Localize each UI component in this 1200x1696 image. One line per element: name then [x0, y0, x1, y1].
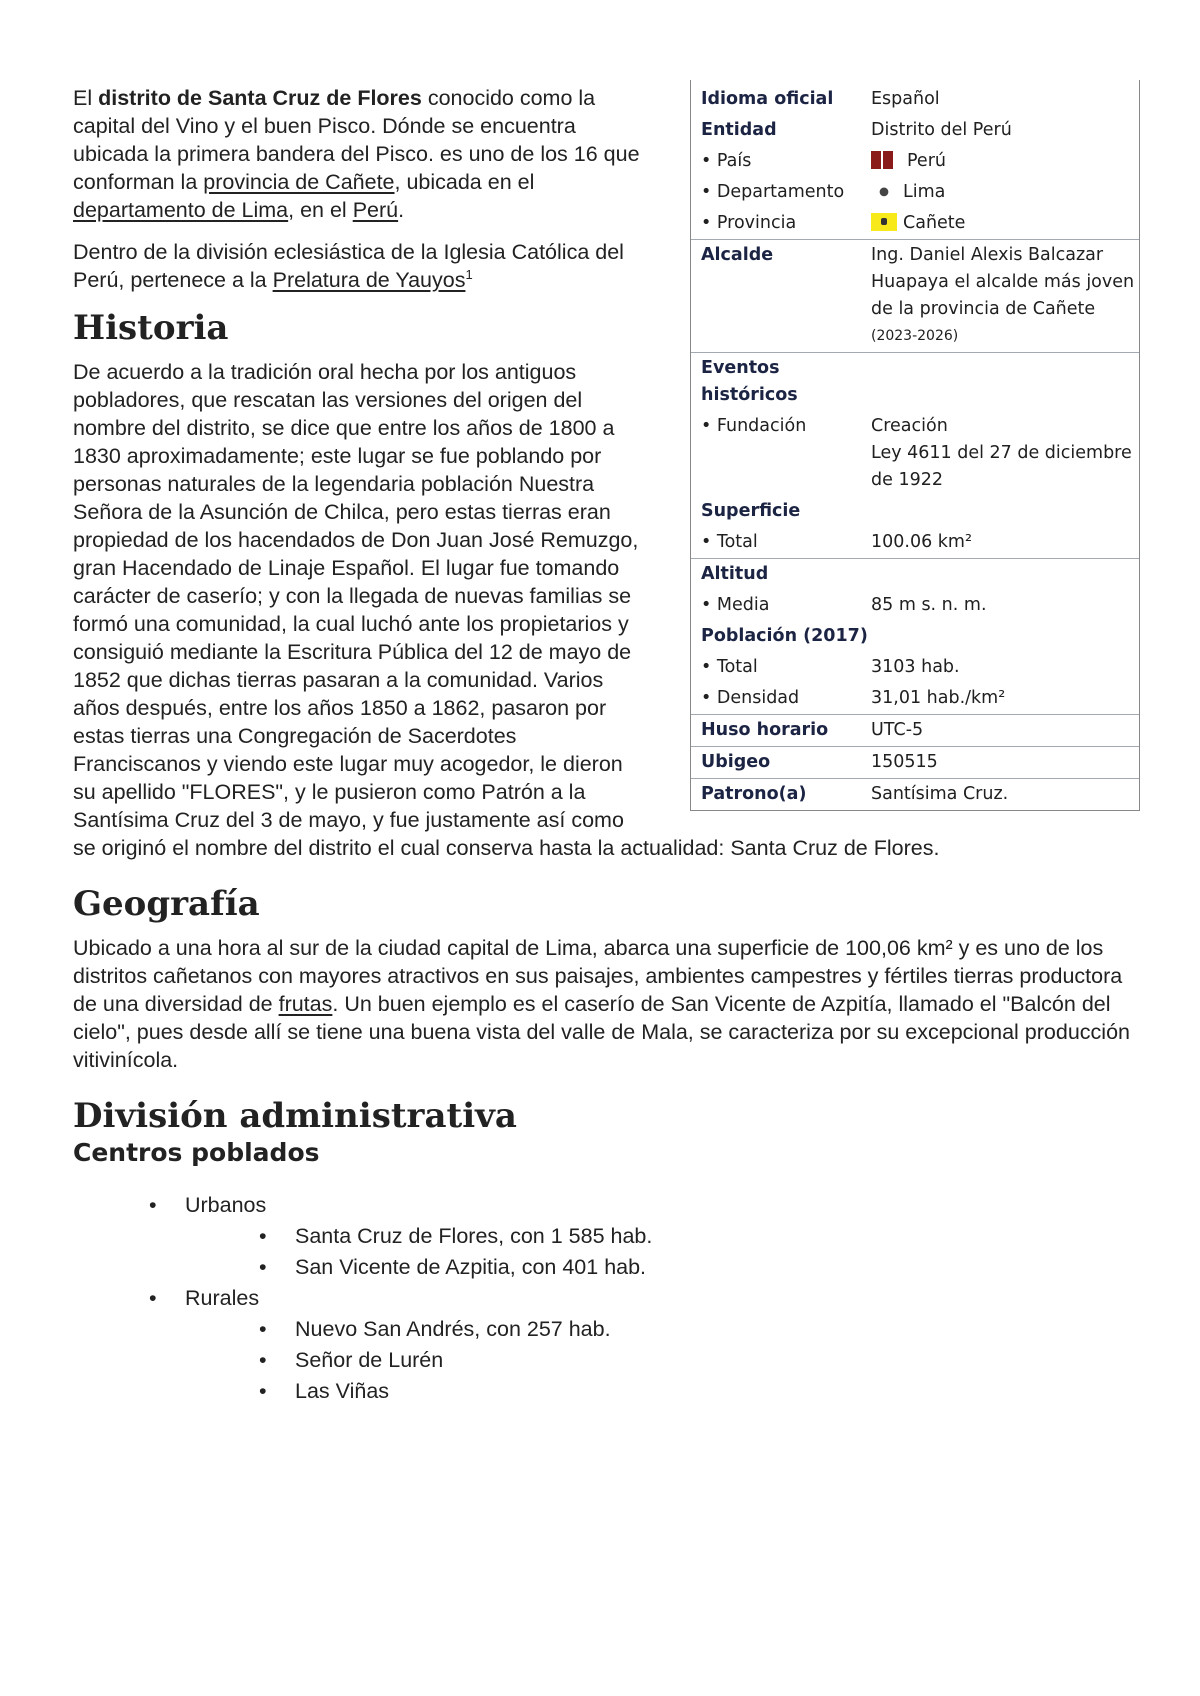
infobox-label: Idioma oficial: [701, 89, 834, 109]
infobox-value: Creación Ley 4611 del 27 de diciembre de 1922: [861, 411, 1139, 496]
infobox-value: UTC-5: [861, 715, 1139, 747]
centros-list: [73, 1190, 1138, 1407]
infobox-label: Superficie: [701, 501, 801, 521]
infobox-label: Huso horario: [691, 715, 861, 747]
infobox-label: • Departamento: [701, 182, 845, 202]
infobox-label: • Media: [701, 595, 770, 615]
departamento-lima-link[interactable]: departamento de Lima: [73, 198, 289, 222]
list-item: • Rurales • Nuevo San Andrés, con 257 hab. • Señor de Lurén • Las Viñas: [73, 1283, 1138, 1407]
frutas-link[interactable]: frutas: [278, 992, 333, 1016]
infobox-value: 31,01 hab./km²: [871, 688, 1006, 708]
division-heading: División administrativa: [73, 1096, 517, 1136]
article-content: [73, 84, 1138, 1407]
peru-flag-icon: [871, 151, 901, 169]
infobox-label: Entidad: [701, 120, 777, 140]
infobox-label: Eventos históricos: [691, 353, 1139, 412]
infobox-value: 150515: [861, 747, 1139, 779]
list-item: • Nuevo San Andrés, con 257 hab.: [73, 1314, 1138, 1345]
infobox-label: • Provincia: [701, 213, 797, 233]
list-item: • Las Viñas: [73, 1376, 1138, 1407]
infobox-value: 3103 hab.: [871, 657, 960, 677]
historia-heading: Historia: [73, 308, 229, 348]
church-paragraph: Dentro de la división eclesiástica de la Iglesia Católica del Perú, pertenece a la Prelatura de Yauyos$^1$: [73, 240, 624, 292]
lima-flag-icon: [871, 182, 897, 200]
centros-poblados-heading: Centros poblados: [73, 1138, 320, 1167]
geografia-heading: Geografía: [73, 884, 260, 924]
infobox-label: • Fundación: [701, 416, 807, 436]
infobox-label: Alcalde: [691, 240, 861, 353]
infobox-label: • Total: [701, 657, 758, 677]
infobox-value: [861, 177, 1139, 208]
infobox-label: • Total: [701, 532, 758, 552]
urbanos-list: [185, 1221, 1138, 1283]
intro-paragraph: El distrito de Santa Cruz de Flores conocido como la capital del Vino y el buen Pisco. Dónde se encuentra ubicada la primera bandera del Pisco. es uno de los 16 que conforman la provincia de Cañete, ubicada en el departamento de Lima, en el Perú.: [73, 86, 640, 222]
geografia-paragraph: Ubicado a una hora al sur de la ciudad capital de Lima, abarca una superficie de 100,06 km² y es uno de los distritos cañetanos con mayores atractivos en sus paisajes, ambientes campestres y fértiles tierras productora de una diversidad de frutas. Un buen ejemplo es el caserío de San Vicente de Azpitía, llamado el "Balcón del cielo", pues desde allí se tiene una buena vista del valle de Mala, se caracteriza por su excepcional producción vitivinícola.: [73, 936, 1130, 1072]
infobox-table: [691, 80, 1139, 810]
infobox-value: Distrito del Perú: [871, 120, 1012, 140]
pais-link[interactable]: Perú: [907, 151, 946, 171]
alcalde-period: (2023-2026): [871, 328, 959, 344]
infobox-label: • Densidad: [701, 688, 800, 708]
infobox-label: • País: [701, 151, 752, 171]
infobox-value: [861, 240, 1139, 353]
infobox-value: Santísima Cruz.: [861, 779, 1139, 811]
list-item: • San Vicente de Azpitia, con 401 hab.: [73, 1252, 1138, 1283]
infobox-label: Población (2017): [701, 626, 868, 646]
infobox: [690, 80, 1140, 811]
infobox-value: [861, 208, 1139, 240]
infobox-label: Ubigeo: [691, 747, 861, 779]
list-item: • Santa Cruz de Flores, con 1 585 hab.: [73, 1221, 1138, 1252]
canete-flag-icon: [871, 213, 897, 231]
prelatura-yauyos-link[interactable]: Prelatura de Yauyos: [272, 268, 466, 292]
infobox-value: [861, 146, 1139, 177]
alcalde-name: Ing. Daniel Alexis Balcazar Huapaya el alcalde más joven de la provincia de Cañete: [871, 245, 1135, 319]
rurales-list: [185, 1314, 1138, 1407]
fundacion-detail: Ley 4611 del 27 de diciembre de 1922: [871, 443, 1132, 490]
district-name: distrito de Santa Cruz de Flores: [98, 86, 422, 110]
departamento-link[interactable]: Lima: [903, 182, 946, 202]
infobox-label: Patrono(a): [691, 779, 861, 811]
list-item: • Urbanos • Santa Cruz de Flores, con 1 585 hab. • San Vicente de Azpitia, con 401 hab.: [73, 1190, 1138, 1283]
infobox-value: 100.06 km²: [871, 532, 972, 552]
provincia-link[interactable]: Cañete: [903, 213, 966, 233]
peru-link[interactable]: Perú: [352, 198, 399, 222]
infobox-label: Altitud: [691, 559, 1139, 591]
provincia-canete-link[interactable]: provincia de Cañete: [203, 170, 395, 194]
infobox-value: Español: [871, 89, 940, 109]
reference-1[interactable]: 1: [465, 266, 473, 282]
infobox-value: 85 m s. n. m.: [871, 595, 987, 615]
list-item: • Señor de Lurén: [73, 1345, 1138, 1376]
historia-paragraph: De acuerdo a la tradición oral hecha por los antiguos pobladores, que rescatan las versiones del origen del nombre del distrito, se dice que entre los años de 1800 a 1830 aproximadamente; este lugar se fue poblando por personas naturales de la legendaria población Nuestra Señora de la Asunción de Chilca, pero estas tierras eran propiedad de los hacendados de Don Juan José Remuzgo, gran Hacendado de Linaje Español. El lugar fue tomando carácter de caserío; y con la llegada de nuevas familias se formó una comunidad, la cual luchó ante los propietarios y consiguió mediante la Escritura Pública del 12 de mayo de 1852 que dichas tierras pasaran a la comunidad. Varios años después, entre los años 1850 a 1862, pasaron por estas tierras una Congregación de Sacerdotes Franciscanos y viendo este lugar muy acogedor, le dieron su apellido "FLORES", y le pusieron como Patrón a la Santísima Cruz del 3 de mayo, y fue justamente así como se originó el nombre del distrito el cual conserva hasta la actualidad: Santa Cruz de Flores.: [73, 360, 940, 860]
